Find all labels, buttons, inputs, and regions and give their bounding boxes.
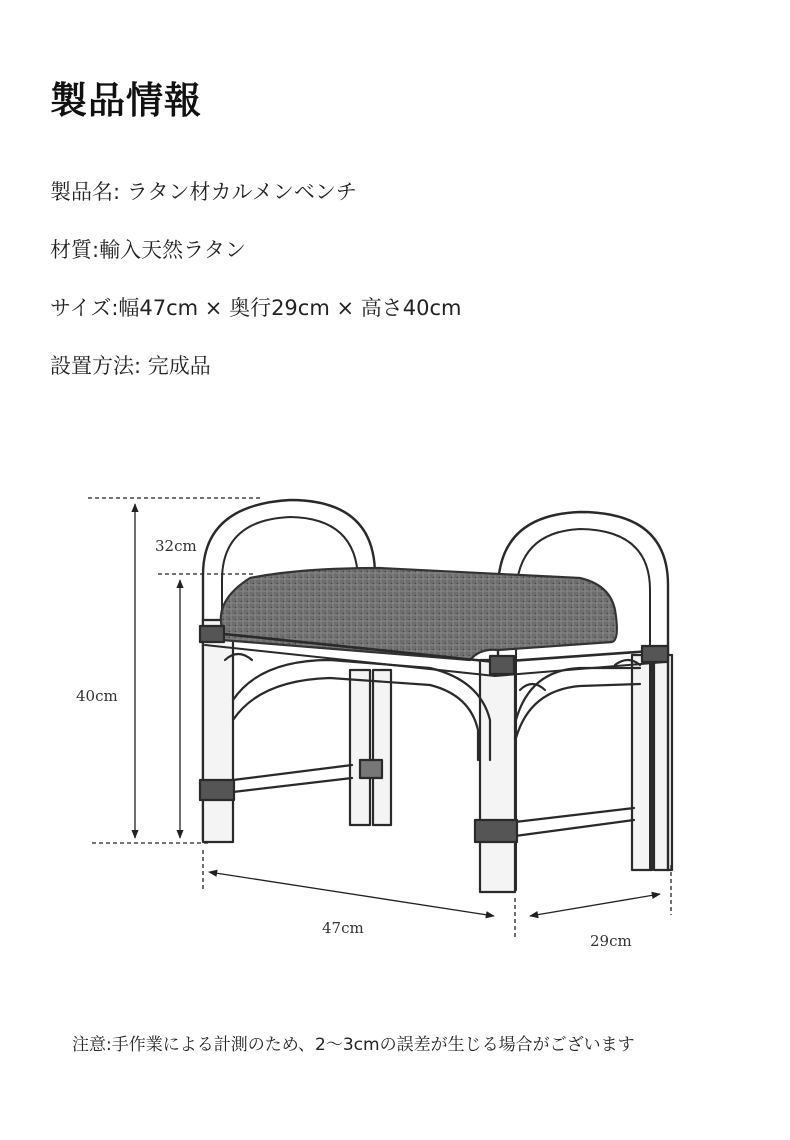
bench-illustration xyxy=(200,500,672,892)
measurement-note: 注意:手作業による計測のため、2～3cmの誤差が生じる場合がございます xyxy=(72,1035,635,1055)
page-title: 製品情報 xyxy=(50,79,202,122)
dimension-depth: 29cm xyxy=(590,932,632,950)
spec-installation: 設置方法: 完成品 xyxy=(50,354,211,378)
dimension-height: 40cm xyxy=(76,687,118,705)
bench-dimension-diagram xyxy=(0,470,790,990)
spec-product-name: 製品名: ラタン材カルメンベンチ xyxy=(50,180,357,204)
spec-size: サイズ:幅47cm × 奥行29cm × 高さ40cm xyxy=(50,296,462,320)
dimension-armrest-height: 32cm xyxy=(155,537,197,555)
dimension-width: 47cm xyxy=(322,919,364,937)
spec-material: 材質:輸入天然ラタン xyxy=(50,238,246,262)
